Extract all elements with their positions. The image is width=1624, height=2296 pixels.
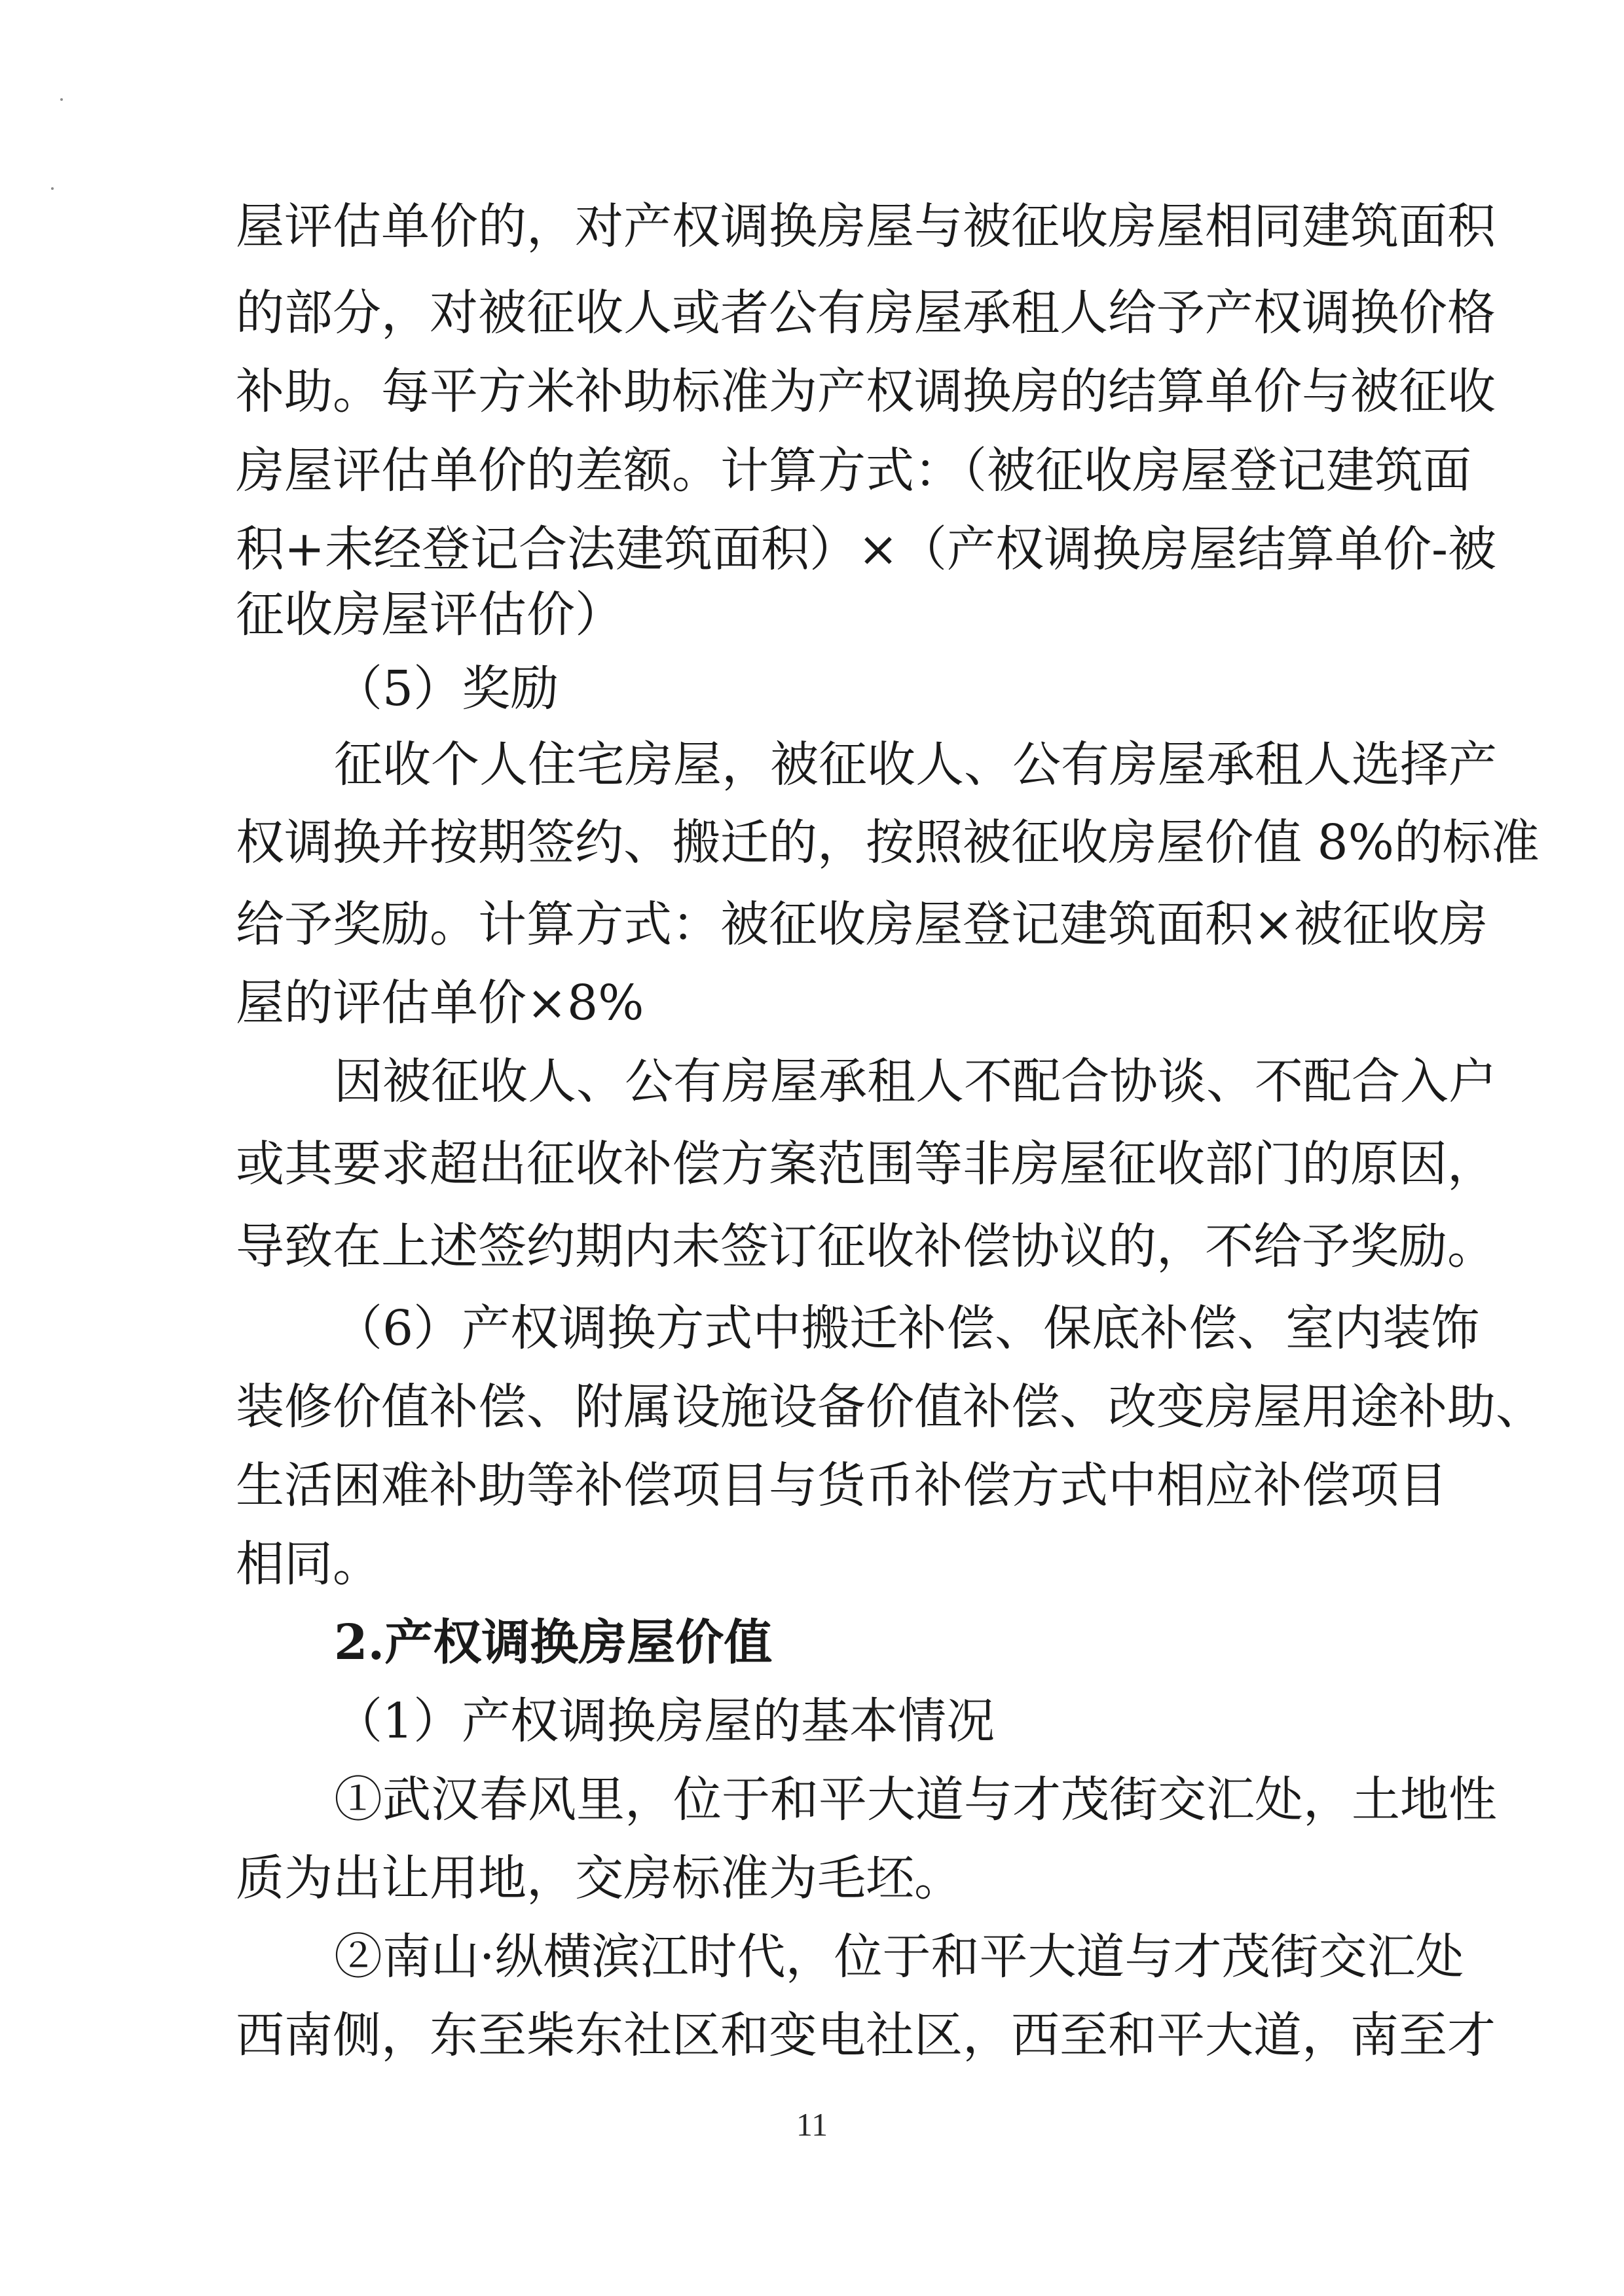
body-text-line: 补助。每平方米补助标准为产权调换房的结算单价与被征收 bbox=[236, 363, 1496, 420]
body-text-line: 权调换并按期签约、搬迁的，按照被征收房屋价值 8%的标准 bbox=[236, 814, 1540, 871]
body-text-line: 导致在上述签约期内未签订征收补偿协议的，不给予奖励。 bbox=[236, 1218, 1496, 1275]
body-text-line: （6）产权调换方式中搬迁补偿、保底补偿、室内装饰 bbox=[334, 1300, 1480, 1357]
scan-artifact-dot bbox=[51, 187, 54, 190]
body-text-line: 征收个人住宅房屋，被征收人、公有房屋承租人选择产 bbox=[334, 737, 1497, 793]
body-text-line: 生活困难补助等补偿项目与货币补偿方式中相应补偿项目 bbox=[236, 1457, 1447, 1514]
body-text-line: 的部分，对被征收人或者公有房屋承租人给予产权调换价格 bbox=[236, 285, 1496, 341]
body-text-line: 屋评估单价的，对产权调换房屋与被征收房屋相同建筑面积 bbox=[236, 198, 1496, 255]
body-text-line: 相同。 bbox=[236, 1536, 381, 1592]
body-text-line: 因被征收人、公有房屋承租人不配合协谈、不配合入户 bbox=[334, 1053, 1497, 1110]
section-heading: 2.产权调换房屋价值 bbox=[334, 1614, 773, 1671]
body-text-line: 或其要求超出征收补偿方案范围等非房屋征收部门的原因， bbox=[236, 1136, 1496, 1192]
body-text-line: 积+未经登记合法建筑面积）×（产权调换房屋结算单价-被 bbox=[236, 521, 1497, 577]
body-text-line: 给予奖励。计算方式：被征收房屋登记建筑面积×被征收房 bbox=[236, 896, 1488, 953]
page-number: 11 bbox=[796, 2106, 828, 2143]
body-text-line: 征收房屋评估价） bbox=[236, 587, 623, 643]
body-text-line: 质为出让用地，交房标准为毛坯。 bbox=[236, 1850, 963, 1906]
subsection-heading: （1）产权调换房屋的基本情况 bbox=[334, 1693, 995, 1749]
body-text-line: 房屋评估单价的差额。计算方式：（被征收房屋登记建筑面 bbox=[236, 443, 1471, 499]
body-text-line: 装修价值补偿、附属设施设备价值补偿、改变房屋用途补助、 bbox=[236, 1379, 1544, 1435]
body-text-line: 西南侧，东至柴东社区和变电社区，西至和平大道，南至才 bbox=[236, 2007, 1496, 2064]
body-text-line: ①武汉春风里，位于和平大道与才茂街交汇处，土地性 bbox=[334, 1772, 1497, 1828]
section-heading: （5）奖励 bbox=[334, 661, 559, 717]
scan-artifact-dot bbox=[60, 98, 63, 101]
body-text-line: 屋的评估单价×8% bbox=[236, 975, 644, 1031]
body-text-line: ②南山·纵横滨江时代，位于和平大道与才茂街交汇处 bbox=[334, 1929, 1464, 1985]
